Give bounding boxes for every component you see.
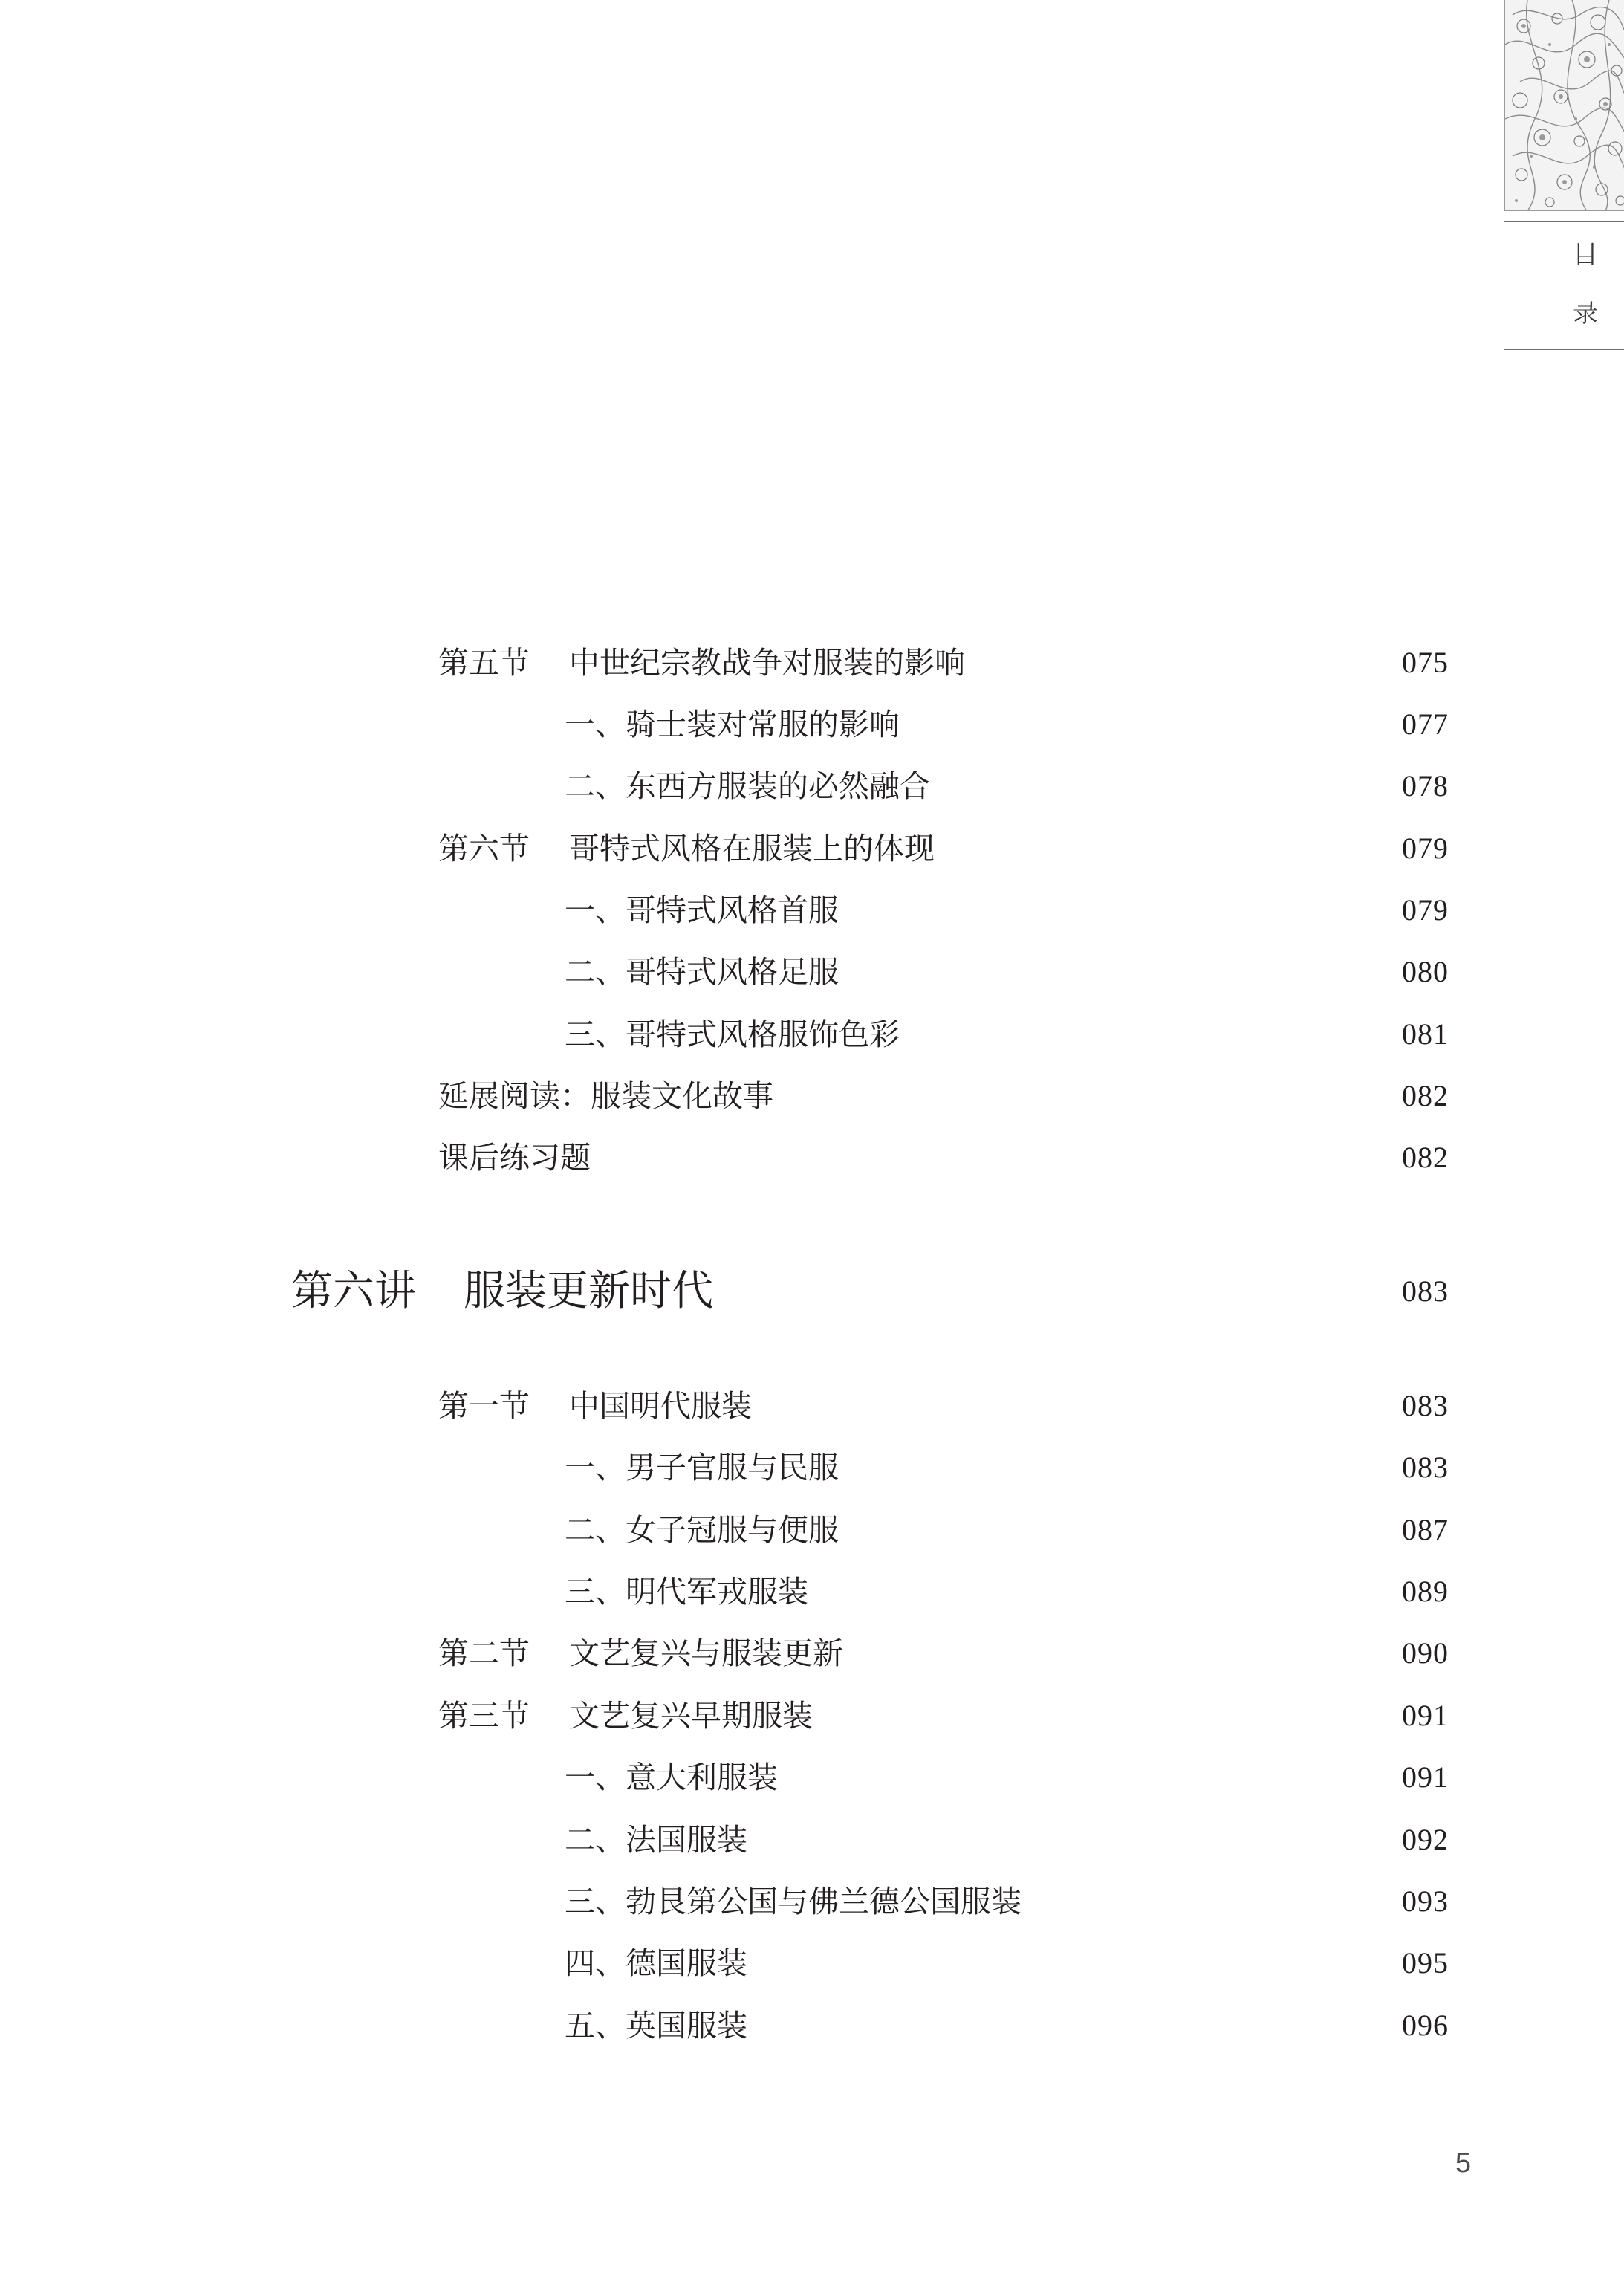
section-label: 第一节 — [438, 1388, 530, 1424]
toc-entry-section[interactable] — [438, 1631, 1449, 1676]
entry-title: 中国明代服装 — [569, 1388, 752, 1424]
toc-entry-sub[interactable] — [438, 1755, 1449, 1800]
entry-title: 二、东西方服装的必然融合 — [565, 768, 930, 804]
side-tab-char-2: 录 — [1573, 299, 1598, 328]
entry-title: 中世纪宗教战争对服装的影响 — [569, 645, 965, 681]
toc-entry-section[interactable] — [438, 826, 1449, 871]
toc-entry-sub[interactable] — [438, 888, 1449, 933]
toc-entry-plain[interactable] — [438, 1135, 1449, 1180]
entry-page: 081 — [1402, 1017, 1449, 1051]
entry-page: 075 — [1402, 646, 1449, 679]
entry-page: 080 — [1402, 955, 1449, 988]
entry-page: 089 — [1402, 1575, 1449, 1608]
entry-title: 四、德国服装 — [565, 1945, 747, 1981]
entry-title: 一、意大利服装 — [565, 1760, 778, 1795]
entry-page: 096 — [1402, 2009, 1449, 2042]
entry-title: 二、法国服装 — [565, 1822, 747, 1858]
toc-entry-sub[interactable] — [438, 764, 1449, 808]
toc-entry-plain[interactable] — [438, 1074, 1449, 1118]
toc-entry-section[interactable] — [438, 641, 1449, 685]
entry-title: 一、男子官服与民服 — [565, 1450, 839, 1485]
entry-page: 079 — [1402, 893, 1449, 927]
toc-entry-sub[interactable] — [438, 1569, 1449, 1614]
side-tab-char-1: 目 — [1573, 240, 1598, 270]
toc-entry-sub[interactable] — [438, 1508, 1449, 1552]
toc-entry-sub[interactable] — [438, 1879, 1449, 1924]
toc-entry-sub[interactable] — [438, 702, 1449, 747]
entry-page: 092 — [1402, 1823, 1449, 1856]
ornament-pattern — [1505, 0, 1624, 211]
entry-page: 079 — [1402, 832, 1449, 865]
entry-page: 082 — [1402, 1141, 1449, 1174]
section-label: 第五节 — [438, 645, 530, 681]
chapter-label: 第六讲 — [291, 1267, 416, 1315]
entry-page: 078 — [1402, 769, 1449, 803]
chapter-title: 服装更新时代 — [464, 1267, 713, 1315]
toc-entry-sub[interactable] — [438, 1941, 1449, 1986]
entry-title: 三、哥特式风格服饰色彩 — [565, 1017, 900, 1052]
entry-title: 三、明代军戎服装 — [565, 1574, 808, 1610]
entry-page: 095 — [1402, 1946, 1449, 1980]
toc-entry-sub[interactable] — [438, 1012, 1449, 1057]
toc-entry-section[interactable] — [438, 1384, 1449, 1428]
side-tab — [1504, 221, 1624, 350]
entry-title: 五、英国服装 — [565, 2008, 747, 2043]
entry-title: 延展阅读：服装文化故事 — [438, 1078, 773, 1114]
entry-page: 083 — [1402, 1389, 1449, 1422]
entry-title: 文艺复兴与服装更新 — [569, 1636, 843, 1671]
toc-entry-sub[interactable] — [438, 1445, 1449, 1490]
entry-page: 087 — [1402, 1513, 1449, 1546]
toc-entry-sub[interactable] — [438, 950, 1449, 994]
toc-entry-sub[interactable] — [438, 2003, 1449, 2048]
page-number: 5 — [1455, 2148, 1471, 2179]
entry-page: 077 — [1402, 707, 1449, 741]
toc-entry-section[interactable] — [438, 1693, 1449, 1738]
corner-ornament-image — [1504, 0, 1624, 211]
entry-page: 082 — [1402, 1079, 1449, 1112]
entry-page: 083 — [1402, 1450, 1449, 1484]
entry-title: 二、女子冠服与便服 — [565, 1512, 839, 1548]
entry-page: 091 — [1402, 1699, 1449, 1732]
chapter-page: 083 — [1402, 1274, 1449, 1308]
entry-page: 090 — [1402, 1636, 1449, 1670]
entry-title: 二、哥特式风格足服 — [565, 954, 839, 990]
section-label: 第二节 — [438, 1636, 530, 1671]
entry-title: 课后练习题 — [438, 1140, 591, 1176]
toc-entry-sub[interactable] — [438, 1818, 1449, 1862]
entry-title: 一、骑士装对常服的影响 — [565, 707, 900, 742]
entry-title: 三、勃艮第公国与佛兰德公国服装 — [565, 1884, 1022, 1919]
entry-title: 哥特式风格在服装上的体现 — [569, 831, 935, 866]
entry-title: 一、哥特式风格首服 — [565, 892, 839, 928]
section-label: 第三节 — [438, 1698, 530, 1734]
chapter-heading[interactable] — [291, 1263, 1449, 1320]
section-label: 第六节 — [438, 831, 530, 866]
entry-page: 093 — [1402, 1884, 1449, 1918]
entry-title: 文艺复兴早期服装 — [569, 1698, 813, 1734]
entry-page: 091 — [1402, 1760, 1449, 1794]
